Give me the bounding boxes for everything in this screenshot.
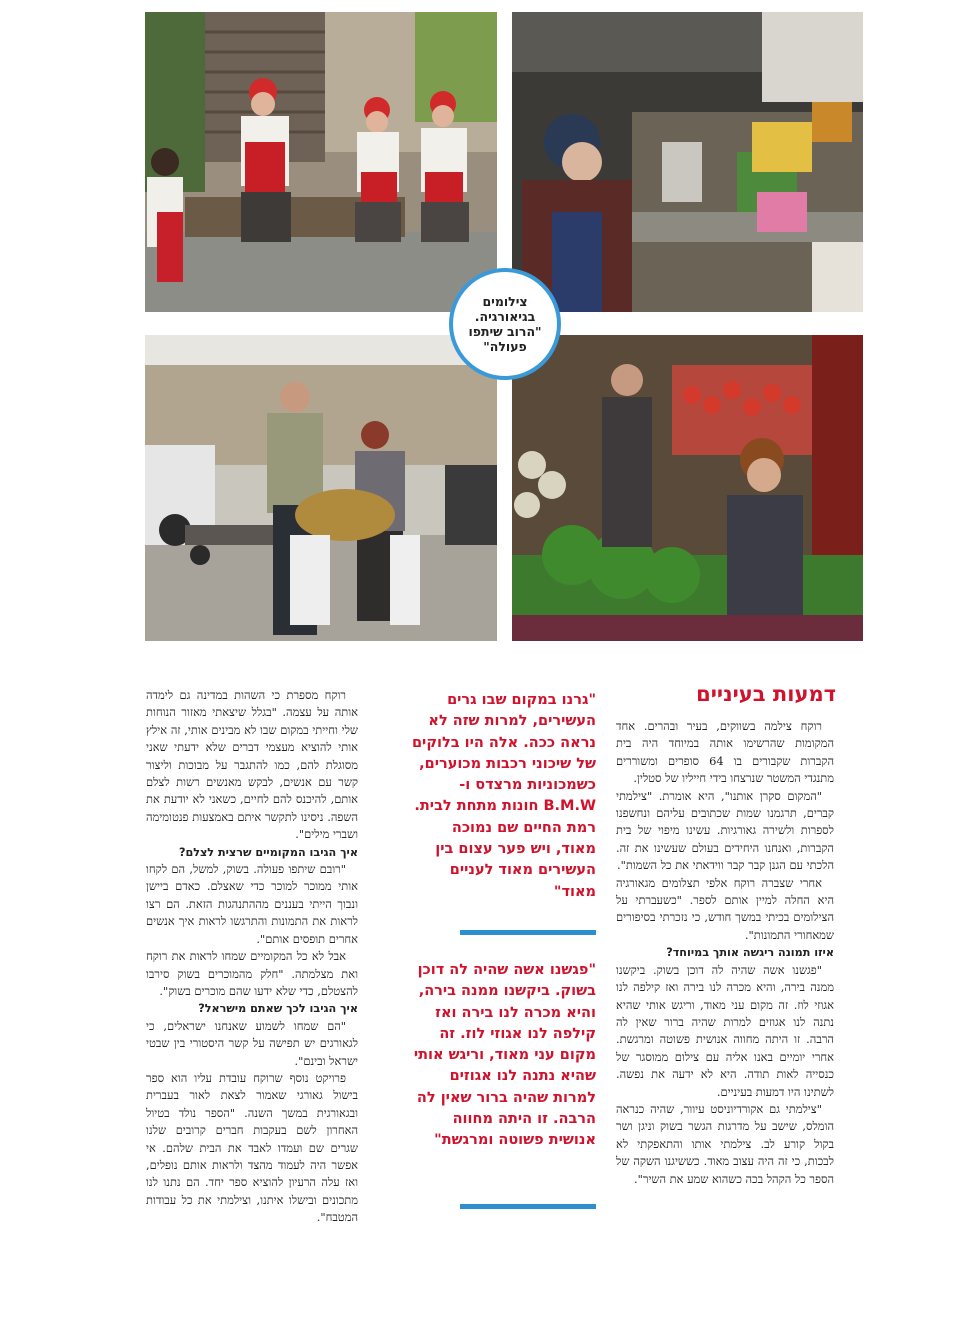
paragraph: אחרי שצברה רוקח אלפי תצלומים מגאורגיה היא החלה למיין אותם לספר. "כשעברתי על הצילומים בכיתי במשך חודש, כי נזכרתי בסיפורים שמאחורי התמונות". xyxy=(616,875,834,942)
cooks-photo-image xyxy=(145,12,497,312)
photo-greens xyxy=(512,335,863,641)
section-title: דמעות בעיניים xyxy=(696,682,836,706)
pull-quote-1: "גרנו במקום שבו גרים העשירים, למרות שזה לא נראה ככה. אלה היו בלוקים של שיכוני רכבות מכוערים, כשמכוניות מרצדס ו-B.M.W חונות מתחת לבית. רמת החיים שם נמוכה מאוד, ויש פער עצום בין העשירים מאוד לעניים מאוד" xyxy=(411,692,596,900)
photo-cooks xyxy=(145,12,497,312)
photo-credit-badge xyxy=(449,268,561,380)
pull-quote-2: "פגשנו אשה שהיה לה דוכן בשוק. ביקשנו ממנה בירה, והיא מכרה לנו בירה ואז קילפה לנו אגוזי לוז. זה מקום עני מאוד, וריגש אותי שהיא נתנה לנו אגוזים למרות שהיה ברור שאין לה הרבה. זו היתה מחווה אנושית פשוטה ומרגשת" xyxy=(413,962,596,1149)
paragraph: פרויקט נוסף שרוקח עובדת עליו הוא ספר בישול גאורגי שאמור לצאת לאור בעברית ובגאורגית במשך השנה. "הספר נולד בטיול האחרון לשם בעקבות חברים קרובים שלנו שגרים שם ועמדו לאבד את הבית שלהם. אי אפשר היה לעמוד מהצד ולראות אותם נופלים, ואז עלה הרעיון להוציא ספר יחד. הם נתנו לנו מתכונים ובישלו איתנו, וצילמתי את כל עבודות המטבח". xyxy=(146,1070,358,1225)
pull-quote-divider xyxy=(460,930,596,935)
photo-vendor-old xyxy=(512,12,863,312)
cart-photo-image xyxy=(145,335,497,641)
article-column-left xyxy=(146,687,358,1227)
paragraph: "הם שמחו לשמוע שאנחנו ישראלים, כי לגאורגים יש תפישה על קשר היסטורי בין שבטי ישראל ובינם". xyxy=(146,1018,358,1068)
vendor-old-photo-image xyxy=(512,12,863,312)
interview-question: איזו תמונה ריגשה אותך במיוחד? xyxy=(666,946,834,960)
interview-question: איך הגיבו המקומיים שרצית לצלם? xyxy=(178,845,358,859)
greens-photo-image xyxy=(512,335,863,641)
paragraph: "פגשנו אשה שהיה לה דוכן בשוק. ביקשנו ממנה בירה, והיא מכרה לנו בירה ואז קילפה לנו אגוזי לוז. זה מקום עני מאוד, וריגש אותי שהיא נתנה לנו אגוזים למרות שהיה ברור שאין לה הרבה. זו היתה מחווה אנושית פשוטה ומרגשת. אחרי יומיים באנו אליה עם צילום ממוסגר של כנסייה לאות תודה. היא לא ידעה את נפשה. לשתינו היו דמעות בעיניים. xyxy=(616,962,834,1099)
badge-text: צילומים בגיאורגיה. "הרוב שיתפו פעולה" xyxy=(468,294,542,354)
interview-question: איך הגיבו לכך שאתם מישראל? xyxy=(198,1002,358,1016)
paragraph: אבל לא כל המקומיים שמחו לראות את רוקח ואת מצלמתה. "חלק מהמוכרים בשוק סירבו להצטלם, כדי שלא ידעו שהם מוכרים בשוק". xyxy=(146,949,358,998)
paragraph: "המקום סקרן אותנו", היא אומרת. "צילמתי קברים, תרגמנו שמות שכתובים עליהם ונחשפנו לספרות ולשירה גאורגיות. עשינו מיפוי של בית הקברות, ואנחנו היחידים בעולם שעשינו את זה. הלכתי עם הגנן קבר קבר ווידאתי את כל השמות". xyxy=(616,788,834,873)
paragraph: רוקח צילמה בשווקים, בעיר ובהרים. אחד המקומות שהרשימו אותה במיוחד היה בית הקברות שקבורים בו 64 סופרים ומשוררים מתנגדי המשטר שנרצחו בידי חייליו של סטלין. xyxy=(616,719,834,786)
paragraph: רוקח מספרת כי השהות במדינה גם לימדה אותה על עצמה. "בגלל שיצאתי מאזור הנוחות שלי וחייתי במקום שבו לא מבינים אותי, זה אילץ אותי להוציא מעצמי דברים שלא ידעתי שאני מסוגלת להם, כמו להתגבר על מבוכות וליצור קשר עם אנשים, לבקש מאנשים רשות לצלם אותם, להיכנס להם לחיים, כשאני לא יודעת את השפה. ניסינו לתקשר איתם באמצעות פנטומימה ושברי מילים". xyxy=(146,688,358,842)
photo-cart xyxy=(145,335,497,641)
article-column-right xyxy=(616,718,834,1188)
paragraph: "צילמתי גם אקורדיוניסט עיוור, שהיה כנראה הומלס, שישב על מדרגות הגשר בשוק וניגן ושר בקול קורע לב. צילמתי אותו והתאפקתי לא לבכות, כי זה היה עצוב מאוד. כששיגנו השקה של הספר כל הקהל בכה כשהוא שמע את השיר". xyxy=(616,1101,834,1186)
pull-quote-divider xyxy=(460,1204,596,1209)
paragraph: "רובם שיתפו פעולה. בשוק, למשל, הם לקחו אותי ממוכר למוכר כדי שאצלם. כאדם ביישן ונבוך הייתי בעננים מההתנהגות הזאת. הם רצו לראות את התמונות והתרגשו לראות איך אנשים אחרים תופסים אותם". xyxy=(146,862,358,946)
